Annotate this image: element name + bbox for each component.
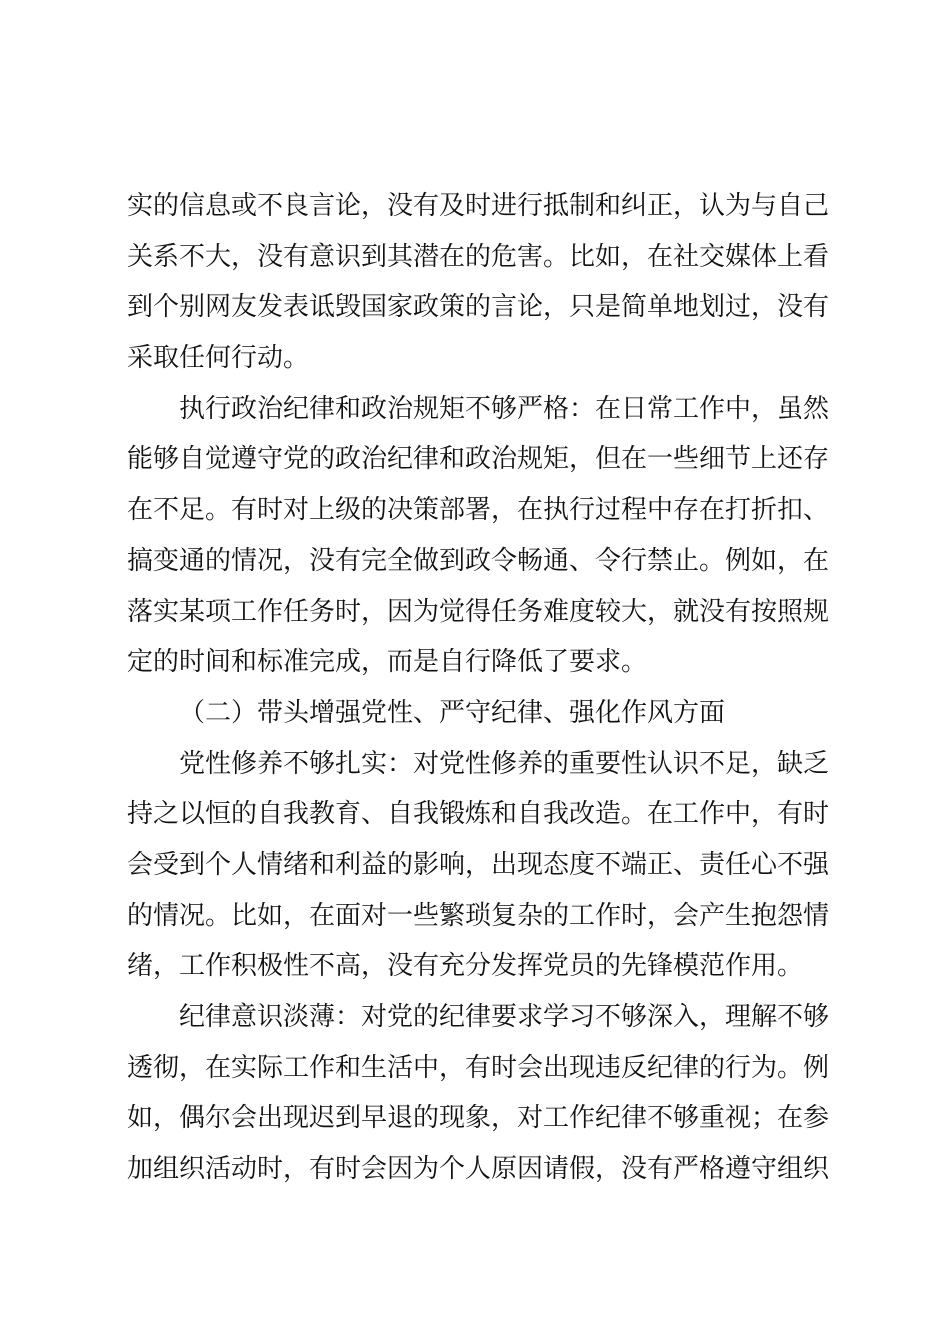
text-line: 如，偶尔会出现迟到早退的现象，对工作纪律不够重视；在参: [127, 1103, 830, 1134]
text-line: 在不足。有时对上级的决策部署，在执行过程中存在打折扣、: [127, 495, 830, 526]
text-line: 能够自觉遵守党的政治纪律和政治规矩，但在一些细节上还存: [127, 444, 830, 475]
section-heading: （二）带头增强党性、严守纪律、强化作风方面: [179, 697, 726, 728]
text-line: 加组织活动时，有时会因为个人原因请假，没有严格遵守组织: [127, 1154, 830, 1185]
text-line: 关系不大，没有意识到其潜在的危害。比如，在社交媒体上看: [127, 241, 830, 272]
document-body: [127, 181, 839, 1195]
text-line: 的情况。比如，在面对一些繁琐复杂的工作时，会产生抱怨情: [127, 900, 830, 931]
text-line: 实的信息或不良言论，没有及时进行抵制和纠正，认为与自己: [127, 191, 830, 221]
paragraph-first-line: 党性修养不够扎实：对党性修养的重要性认识不足，缺乏: [179, 748, 830, 779]
text-line: 持之以恒的自我教育、自我锻炼和自我改造。在工作中，有时: [127, 799, 830, 830]
text-line: 搞变通的情况，没有完全做到政令畅通、令行禁止。例如，在: [127, 545, 830, 576]
paragraph-first-line: 纪律意识淡薄：对党的纪律要求学习不够深入，理解不够: [179, 1002, 830, 1032]
text-line: 采取任何行动。: [127, 343, 310, 374]
text-line: 会受到个人情绪和利益的影响，出现态度不端正、责任心不强: [127, 849, 830, 880]
text-line: 绪，工作积极性不高，没有充分发挥党员的先锋模范作用。: [127, 951, 804, 982]
text-line: 落实某项工作任务时，因为觉得任务难度较大，就没有按照规: [127, 596, 830, 627]
text-line: 透彻，在实际工作和生活中，有时会出现违反纪律的行为。例: [127, 1052, 830, 1083]
text-line: 到个别网友发表诋毁国家政策的言论，只是简单地划过，没有: [127, 292, 830, 323]
text-line: 定的时间和标准完成，而是自行降低了要求。: [127, 647, 648, 678]
paragraph-first-line: 执行政治纪律和政治规矩不够严格：在日常工作中，虽然: [179, 393, 830, 424]
